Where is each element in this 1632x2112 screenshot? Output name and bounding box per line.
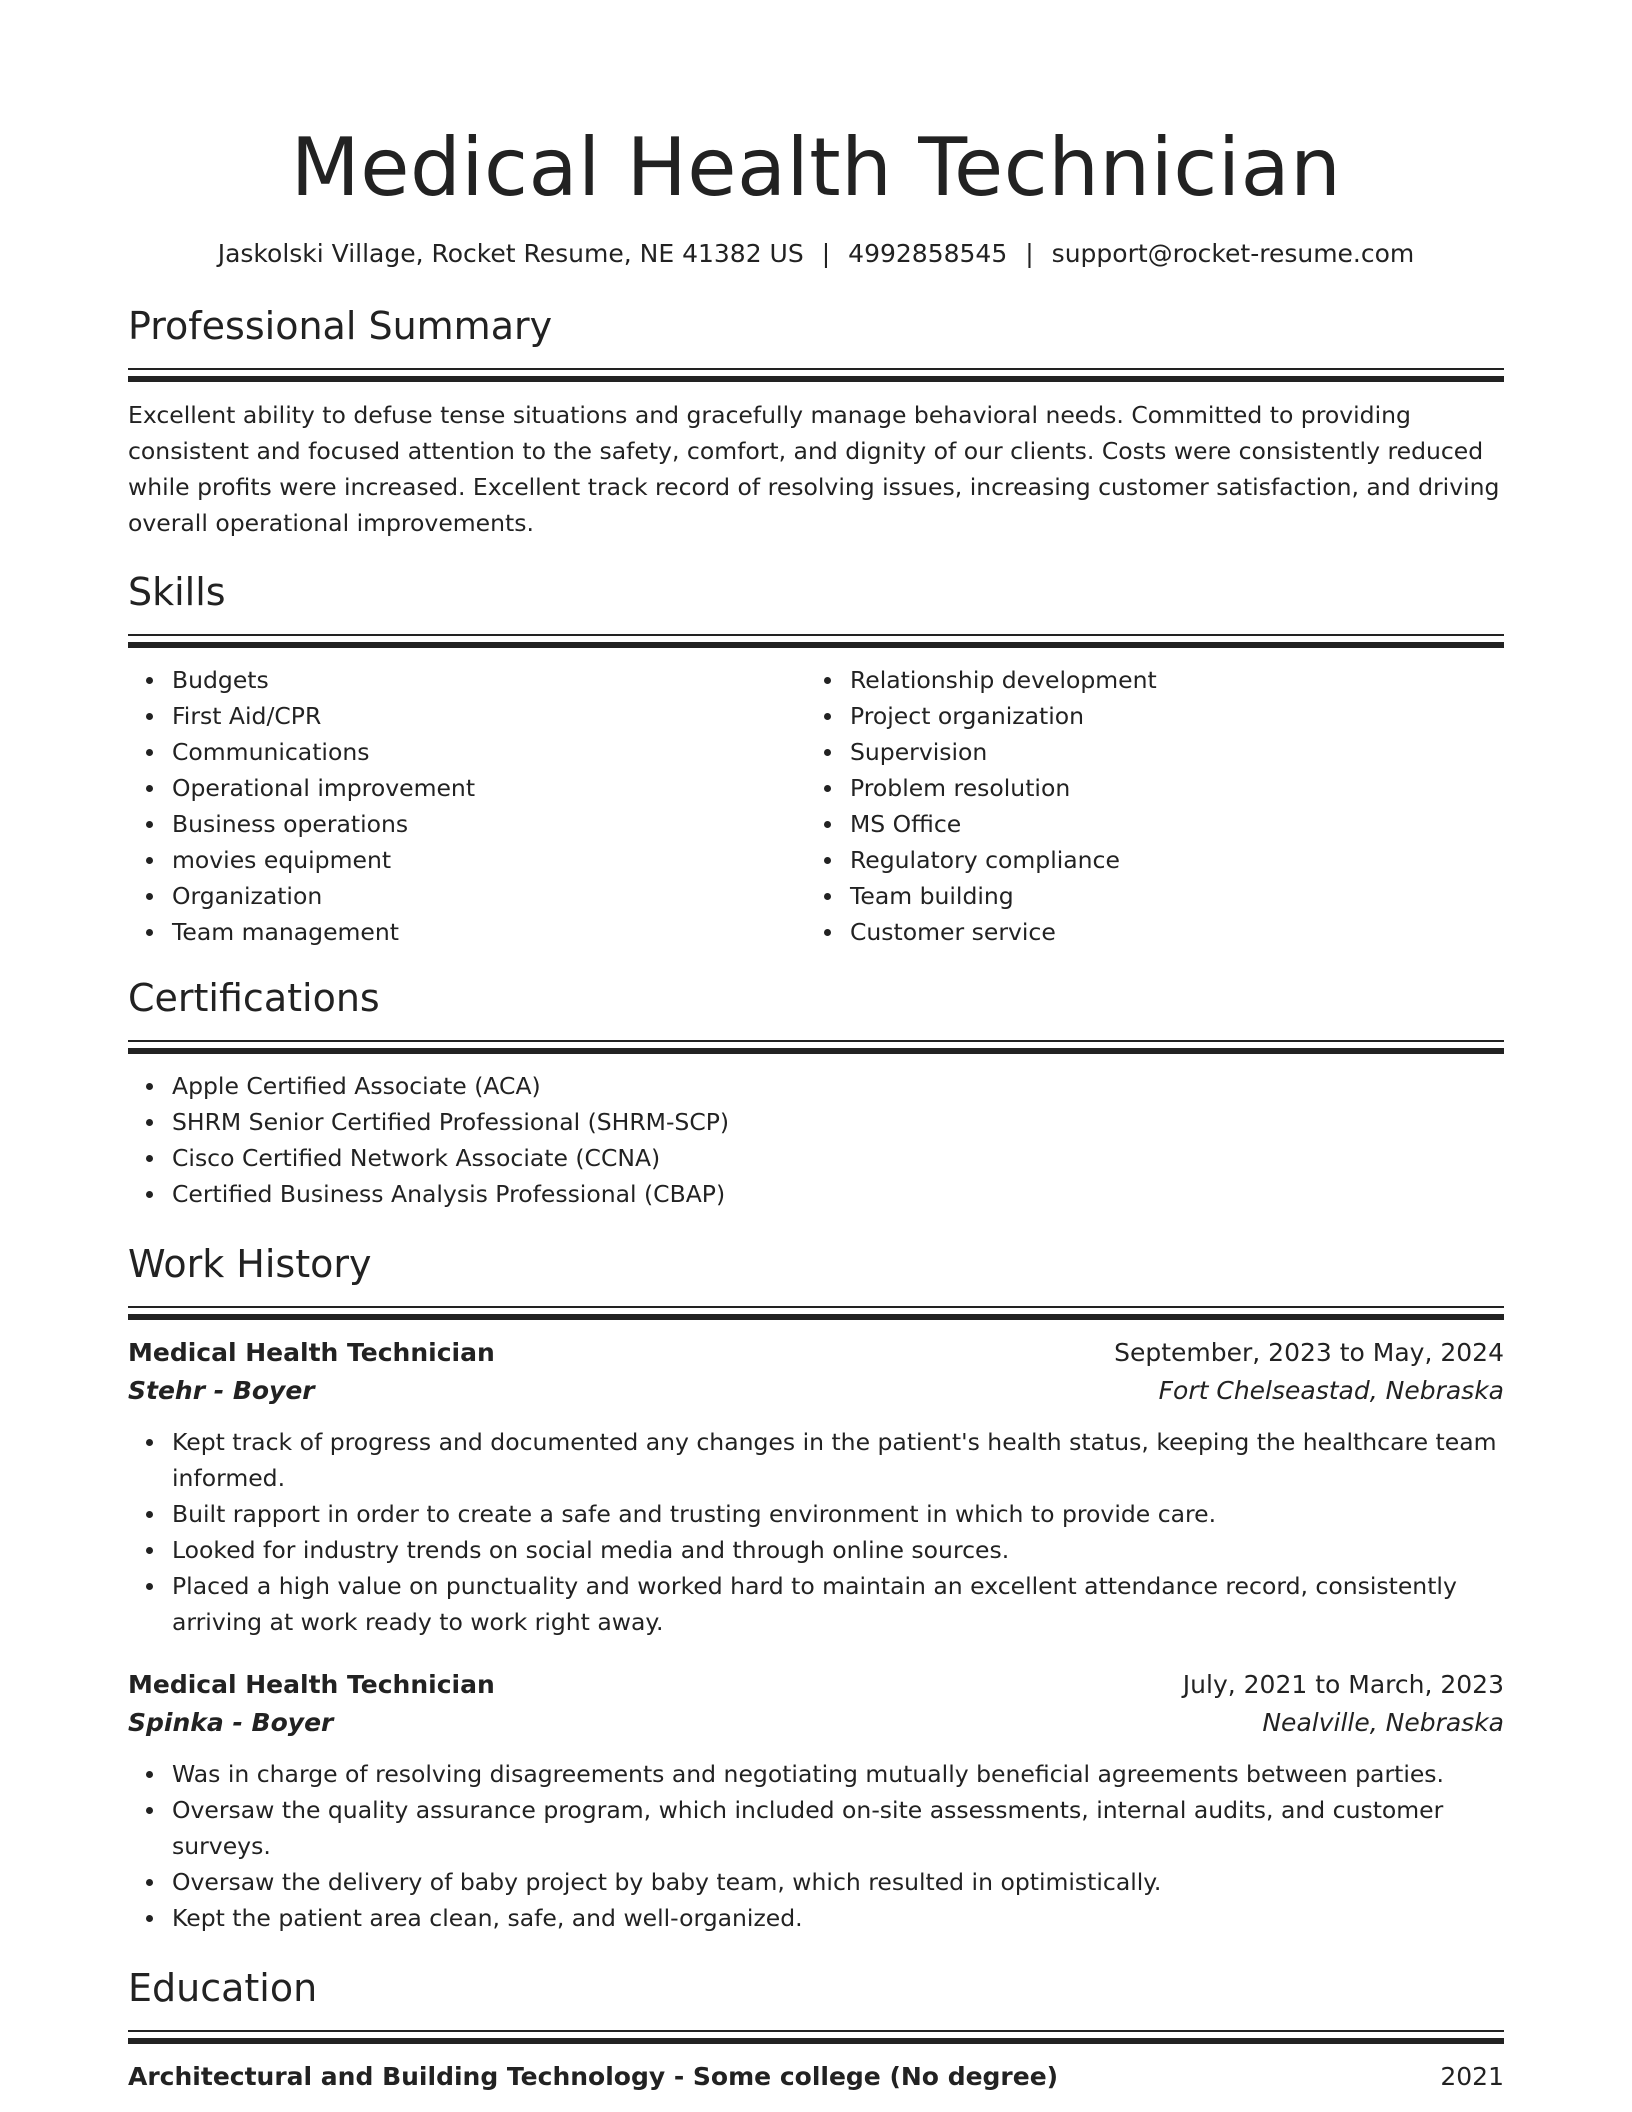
job-header bbox=[128, 1666, 1504, 1704]
job-bullet: Oversaw the quality assurance program, which included on-site assessments, internal audits, and customer surveys. bbox=[172, 1792, 1504, 1864]
resume-name: Medical Health Technician bbox=[290, 121, 1342, 214]
certification-item: SHRM Senior Certified Professional (SHRM-SCP) bbox=[172, 1104, 1504, 1140]
job-bullet: Built rapport in order to create a safe and trusting environment in which to provide care. bbox=[172, 1496, 1504, 1532]
job-title: Medical Health Technician bbox=[128, 1670, 495, 1699]
certification-item: Apple Certified Associate (ACA) bbox=[172, 1068, 1504, 1104]
education-degree: Architectural and Building Technology - Some college (No degree) bbox=[128, 2062, 1059, 2091]
skill-item: Budgets bbox=[172, 662, 806, 698]
certifications-section bbox=[128, 974, 1504, 1212]
certification-item: Cisco Certified Network Associate (CCNA) bbox=[172, 1140, 1504, 1176]
skill-item: Operational improvement bbox=[172, 770, 806, 806]
section-divider bbox=[128, 2030, 1504, 2044]
section-divider bbox=[128, 1040, 1504, 1054]
education-entry bbox=[128, 2058, 1504, 2096]
skill-item: Supervision bbox=[850, 734, 1484, 770]
job-dates: July, 2021 to March, 2023 bbox=[1182, 1670, 1504, 1699]
job-bullet: Placed a high value on punctuality and worked hard to maintain an excellent attendance record, consistently arriving at work ready to work right away. bbox=[172, 1568, 1504, 1640]
skill-item: Problem resolution bbox=[850, 770, 1484, 806]
skill-item: Organization bbox=[172, 878, 806, 914]
skills-column-left bbox=[128, 662, 806, 950]
job-bullets bbox=[128, 1424, 1504, 1640]
contact-email: support@rocket-resume.com bbox=[1051, 239, 1415, 268]
education-section bbox=[128, 1964, 1504, 2096]
section-title-skills: Skills bbox=[128, 570, 226, 614]
job-header bbox=[128, 1334, 1504, 1372]
skill-item: MS Office bbox=[850, 806, 1484, 842]
job-entry bbox=[128, 1666, 1504, 1936]
job-subheader bbox=[128, 1372, 1504, 1410]
job-bullets bbox=[128, 1756, 1504, 1936]
section-divider bbox=[128, 368, 1504, 382]
section-title-certifications: Certifications bbox=[128, 976, 380, 1020]
contact-line bbox=[128, 238, 1504, 270]
skill-item: movies equipment bbox=[172, 842, 806, 878]
job-bullet: Kept track of progress and documented any changes in the patient's health status, keeping the healthcare team informed. bbox=[172, 1424, 1504, 1496]
skill-item: Relationship development bbox=[850, 662, 1484, 698]
job-entry bbox=[128, 1334, 1504, 1640]
skill-item: Team building bbox=[850, 878, 1484, 914]
section-divider bbox=[128, 634, 1504, 648]
job-bullet: Was in charge of resolving disagreements and negotiating mutually beneficial agreements between parties. bbox=[172, 1756, 1504, 1792]
certifications-list bbox=[128, 1068, 1504, 1212]
certification-item: Certified Business Analysis Professional (CBAP) bbox=[172, 1176, 1504, 1212]
skill-item: Customer service bbox=[850, 914, 1484, 950]
summary-section bbox=[128, 302, 1504, 541]
contact-phone: 4992858545 bbox=[848, 239, 1008, 268]
contact-address: Jaskolski Village, Rocket Resume, NE 41382 US bbox=[217, 239, 804, 268]
skill-item: Communications bbox=[172, 734, 806, 770]
work-section bbox=[128, 1240, 1504, 1936]
job-company: Spinka - Boyer bbox=[128, 1708, 334, 1737]
job-location: Nealville, Nebraska bbox=[1262, 1708, 1504, 1737]
skill-item: First Aid/CPR bbox=[172, 698, 806, 734]
job-bullet: Looked for industry trends on social media and through online sources. bbox=[172, 1532, 1504, 1568]
contact-separator: | bbox=[1025, 239, 1034, 268]
skills-grid bbox=[128, 662, 1504, 950]
skill-item: Team management bbox=[172, 914, 806, 950]
skill-item: Regulatory compliance bbox=[850, 842, 1484, 878]
contact-separator: | bbox=[821, 239, 831, 268]
summary-text: Excellent ability to defuse tense situations and gracefully manage behavioral needs. Committed to providing consistent and focused attention to the safety, comfort, and dignity of our clients. Costs were consistently reduced while profits were increased. Excellent track record of resolving issues, increasing customer satisfaction, and driving overall operational improvements. bbox=[128, 401, 1500, 537]
section-title-education: Education bbox=[128, 1966, 318, 2010]
resume-page bbox=[128, 0, 1504, 2096]
job-company: Stehr - Boyer bbox=[128, 1376, 315, 1405]
job-subheader bbox=[128, 1704, 1504, 1742]
job-title: Medical Health Technician bbox=[128, 1338, 495, 1367]
skills-column-right bbox=[806, 662, 1484, 950]
section-title-summary: Professional Summary bbox=[128, 304, 553, 348]
job-bullet: Oversaw the delivery of baby project by baby team, which resulted in optimistically. bbox=[172, 1864, 1504, 1900]
job-dates: September, 2023 to May, 2024 bbox=[1114, 1338, 1504, 1367]
skill-item: Business operations bbox=[172, 806, 806, 842]
job-location: Fort Chelseastad, Nebraska bbox=[1158, 1376, 1504, 1405]
skills-section bbox=[128, 568, 1504, 950]
job-bullet: Kept the patient area clean, safe, and well-organized. bbox=[172, 1900, 1504, 1936]
education-year: 2021 bbox=[1440, 2062, 1504, 2091]
section-divider bbox=[128, 1306, 1504, 1320]
section-title-work: Work History bbox=[128, 1242, 372, 1286]
skill-item: Project organization bbox=[850, 698, 1484, 734]
